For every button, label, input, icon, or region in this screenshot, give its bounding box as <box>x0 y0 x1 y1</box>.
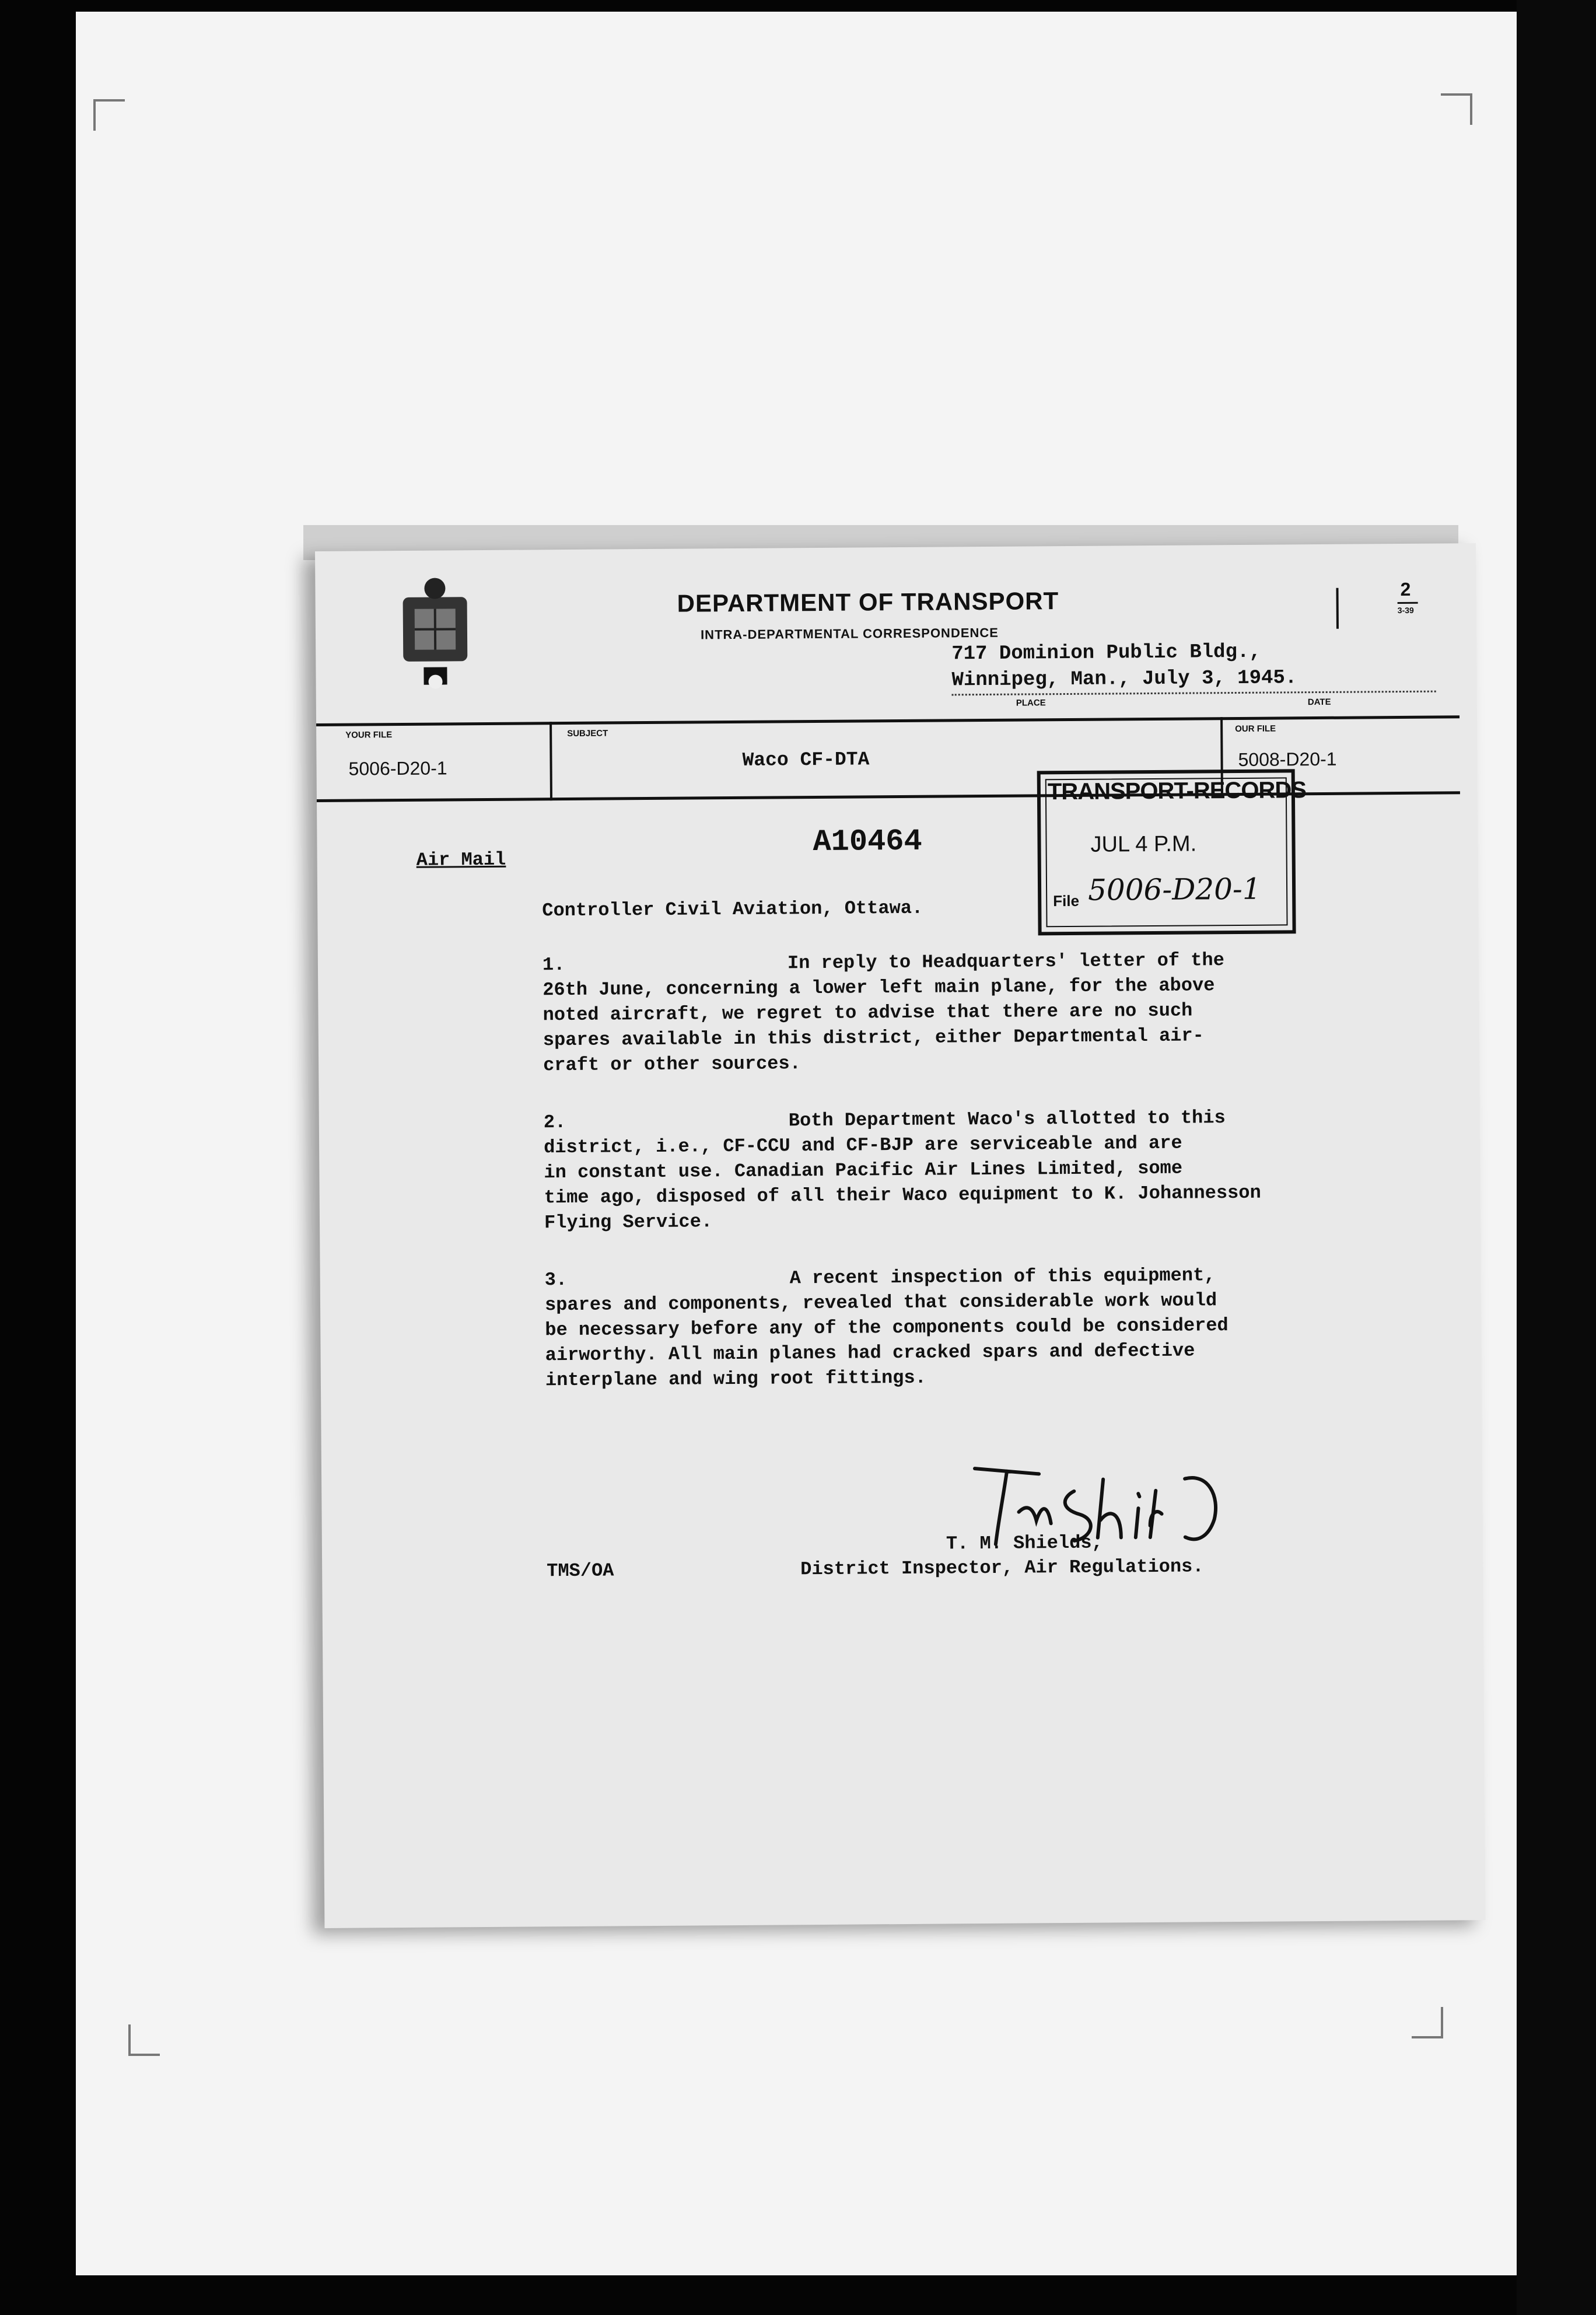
your-file-label: YOUR FILE <box>345 730 393 740</box>
crop-mark-bottom-right <box>1412 2007 1443 2038</box>
paragraph-line: airworthy. All main planes had cracked spars and defective <box>545 1340 1195 1366</box>
our-file-label: OUR FILE <box>1235 723 1276 734</box>
stamp-file-handwritten: 5006-D20-1 <box>1087 872 1261 907</box>
paragraph-line: craft or other sources. <box>543 1052 801 1076</box>
department-title: DEPARTMENT OF TRANSPORT <box>677 587 1059 617</box>
paragraph-line: noted aircraft, we regret to advise that there are no such <box>542 999 1193 1026</box>
paragraph-line: 26th June, concerning a lower left main plane, for the above <box>542 974 1215 1001</box>
form-date: 3-39 <box>1397 605 1414 616</box>
signatory-title: District Inspector, Air Regulations. <box>800 1555 1204 1580</box>
letter-sheet <box>315 543 1485 1928</box>
stamp-title: TRANSPORT-RECORDS <box>1047 777 1307 805</box>
paragraph-line: district, i.e., CF-CCU and CF-BJP are serviceable and are <box>544 1132 1182 1159</box>
crop-mark-top-right <box>1441 93 1472 125</box>
addressee: Controller Civil Aviation, Ottawa. <box>542 897 923 922</box>
paragraph-line: spares available in this district, either Departmental air- <box>542 1024 1204 1051</box>
signatory-name: T. M. Shields, <box>946 1531 1103 1555</box>
form-number: 2 <box>1400 578 1411 600</box>
table-top-rule <box>316 715 1460 726</box>
paragraph-number: 1. <box>542 954 565 976</box>
paragraph-line: Both Department Waco's allotted to this <box>788 1107 1226 1132</box>
subject-value: Waco CF-DTA <box>742 749 870 771</box>
paragraph-2 <box>544 1105 1261 1236</box>
typist-initials: TMS/OA <box>547 1559 614 1582</box>
paragraph-line: spares and components, revealed that considerable work would <box>544 1289 1217 1316</box>
paragraph-number: 2. <box>543 1111 566 1134</box>
paragraph-3 <box>545 1263 1229 1393</box>
air-mail-note: Air Mail <box>416 848 506 871</box>
place-label: PLACE <box>1016 698 1046 708</box>
margin-mark <box>1336 588 1338 629</box>
date-label: DATE <box>1307 697 1331 708</box>
paragraph-line: in constant use. Canadian Pacific Air Lines Limited, some <box>544 1157 1183 1184</box>
reference-number: A10464 <box>813 824 922 860</box>
stamp-date: JUL 4 P.M. <box>1090 831 1197 857</box>
subject-label: SUBJECT <box>567 728 608 739</box>
paragraph-1 <box>542 947 1225 1078</box>
coat-of-arms-logo <box>391 573 479 691</box>
paragraph-line: Flying Service. <box>544 1211 713 1234</box>
paragraph-line: be necessary before any of the components could be considered <box>545 1314 1228 1341</box>
paragraph-line: A recent inspection of this equipment, <box>789 1264 1216 1289</box>
paragraph-line: time ago, disposed of all their Waco equipment to K. Johannesson <box>544 1181 1261 1209</box>
table-divider <box>550 722 552 800</box>
stamp-file-label: File <box>1053 891 1080 910</box>
our-file-value: 5008-D20-1 <box>1238 748 1337 770</box>
form-number-rule <box>1398 602 1418 604</box>
department-subtitle: INTRA-DEPARTMENTAL CORRESPONDENCE <box>700 625 999 642</box>
your-file-value: 5006-D20-1 <box>348 757 447 779</box>
paragraph-number: 3. <box>544 1269 568 1291</box>
transport-records-stamp <box>1037 769 1307 935</box>
place-underline <box>952 691 1436 696</box>
place-address: 717 Dominion Public Bldg., <box>951 641 1261 666</box>
paragraph-line: interplane and wing root fittings. <box>545 1366 926 1391</box>
paragraph-line: In reply to Headquarters' letter of the <box>787 949 1224 974</box>
crop-mark-bottom-left <box>128 2024 160 2056</box>
place-date: Winnipeg, Man., July 3, 1945. <box>951 667 1297 692</box>
film-edge <box>1517 0 1596 2315</box>
crop-mark-top-left <box>93 99 125 131</box>
